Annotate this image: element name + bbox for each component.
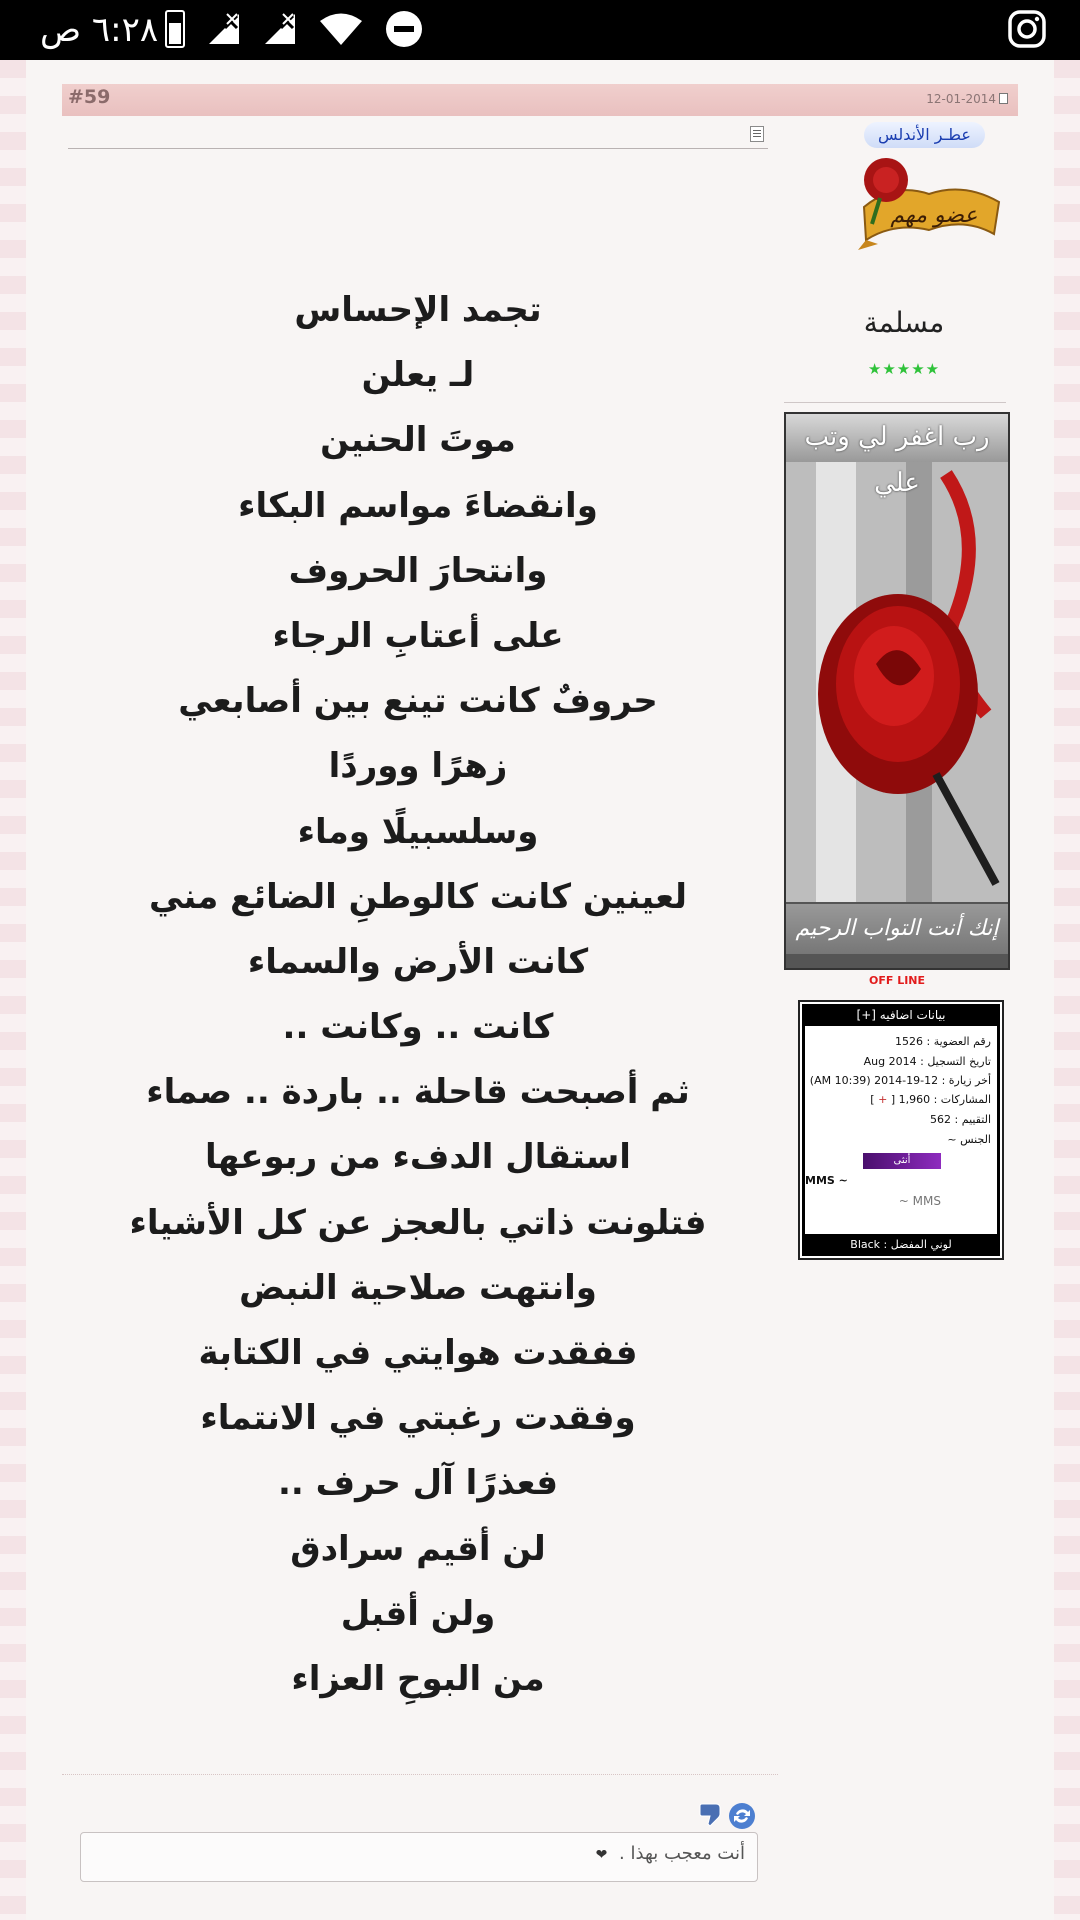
poem-line: كانت .. وكانت ..: [282, 1007, 554, 1048]
poem-line: كانت الأرض والسماء: [247, 941, 589, 982]
user-avatar: [784, 412, 1010, 970]
poem-line: ولن أقبل: [340, 1593, 496, 1634]
mms-label: MMS ~: [805, 1174, 848, 1187]
like-status-box: [80, 1832, 758, 1882]
additional-info-box: [798, 1000, 1004, 1260]
poem-line: تجمد الإحساس: [294, 290, 542, 330]
avatar-caption-bottom: إنك أنت التواب الرحيم: [786, 904, 1008, 954]
battery-icon: [165, 10, 185, 48]
member-id: رقم العضوية : 1526: [895, 1035, 991, 1048]
poem-line: وفقدت رغبتي في الانتماء: [200, 1398, 636, 1439]
poem-line: لـ يعلن: [361, 355, 475, 396]
heart-icon: ❤: [595, 1847, 608, 1863]
rank-badge-image: [854, 152, 1004, 252]
dislike-icon[interactable]: [698, 1802, 726, 1834]
poem-line: لعينين كانت كالوطنِ الضائع مني: [148, 876, 688, 917]
poem-text: [68, 278, 768, 1712]
document-icon: [999, 93, 1008, 104]
poem-line: على أعتابِ الرجاء: [272, 615, 564, 656]
poem-line: من البوحِ العزاء: [291, 1658, 545, 1699]
avatar-caption-top: رب اغفر لي وتب علي: [786, 414, 1008, 462]
poem-line: فتلونت ذاتي بالعجز عن كل الأشياء: [129, 1202, 707, 1243]
poem-line: موتَ الحنين: [320, 420, 516, 461]
floral-border-right: [1054, 60, 1080, 1920]
gender-label: الجنس ~: [947, 1133, 991, 1146]
post-actions: [698, 1802, 756, 1834]
clock: ٦:٢٨ ص: [40, 10, 159, 50]
poem-line: وانتهت صلاحية النبض: [239, 1267, 597, 1308]
rating: التقييم : 562: [930, 1113, 991, 1126]
status-bar: [0, 0, 1080, 60]
wifi-icon: [319, 12, 363, 46]
poem-line: وسلسبيلًا وماء: [297, 811, 539, 852]
last-visit: أخر زيارة : 12-19-2014 (10:39 AM): [809, 1074, 991, 1087]
poem-line: استقال الدفء من ربوعها: [205, 1137, 631, 1178]
reputation-stars: ★★★★★: [867, 360, 941, 378]
signal-off-icon: [207, 12, 241, 46]
poem-line: زهرًا ووردًا: [328, 746, 508, 787]
poem-line: ففقدت هوايتي في الكتابة: [198, 1333, 638, 1373]
forum-page: [26, 60, 1054, 1920]
poem-line: ثم أصبحت قاحلة .. باردة .. صماء: [146, 1072, 690, 1113]
post-icon: [750, 126, 764, 142]
refresh-like-icon[interactable]: [728, 1802, 756, 1834]
divider: [68, 148, 768, 149]
post-header: [62, 84, 1018, 116]
username-link[interactable]: عطـر الأندلس: [864, 122, 985, 148]
join-date: تاريخ التسجيل : Aug 2014: [863, 1055, 991, 1068]
divider: [784, 402, 1006, 403]
online-status: OFF LINE: [868, 974, 926, 987]
do-not-disturb-icon: [385, 10, 423, 48]
poem-line: وانقضاءَ مواسم البكاء: [238, 485, 598, 526]
additional-info-toggle[interactable]: بيانات اضافيه [+]: [802, 1004, 1000, 1026]
user-title: مسلمة: [863, 306, 945, 339]
poem-line: لن أقيم سرادق: [290, 1528, 546, 1569]
favorite-color: لوني المفضل : Black: [802, 1234, 1000, 1256]
poem-line: وانتحارَ الحروف: [288, 550, 548, 591]
posts-expand-link[interactable]: +: [878, 1093, 888, 1106]
instagram-icon: [1008, 10, 1046, 48]
gender-badge: أنثى: [863, 1153, 941, 1169]
floral-border-left: [0, 60, 26, 1920]
post-count: المشاركات : 1,960 [ + ]: [870, 1093, 991, 1106]
like-status-text: أنت معجب بهذا .: [619, 1843, 745, 1864]
rank-badge-text: عضو مهم: [890, 203, 978, 228]
post-date: 12-01-2014: [926, 92, 1008, 106]
poem-line: فعذرًا آل حرف ..: [278, 1463, 558, 1504]
post-number-link[interactable]: #59: [68, 86, 111, 108]
mms-image: MMS ~: [898, 1194, 941, 1208]
signal-off-icon: [263, 12, 297, 46]
divider: [62, 1774, 778, 1775]
poem-line: حروفٌ كانت تينع بين أصابعي: [178, 681, 658, 722]
